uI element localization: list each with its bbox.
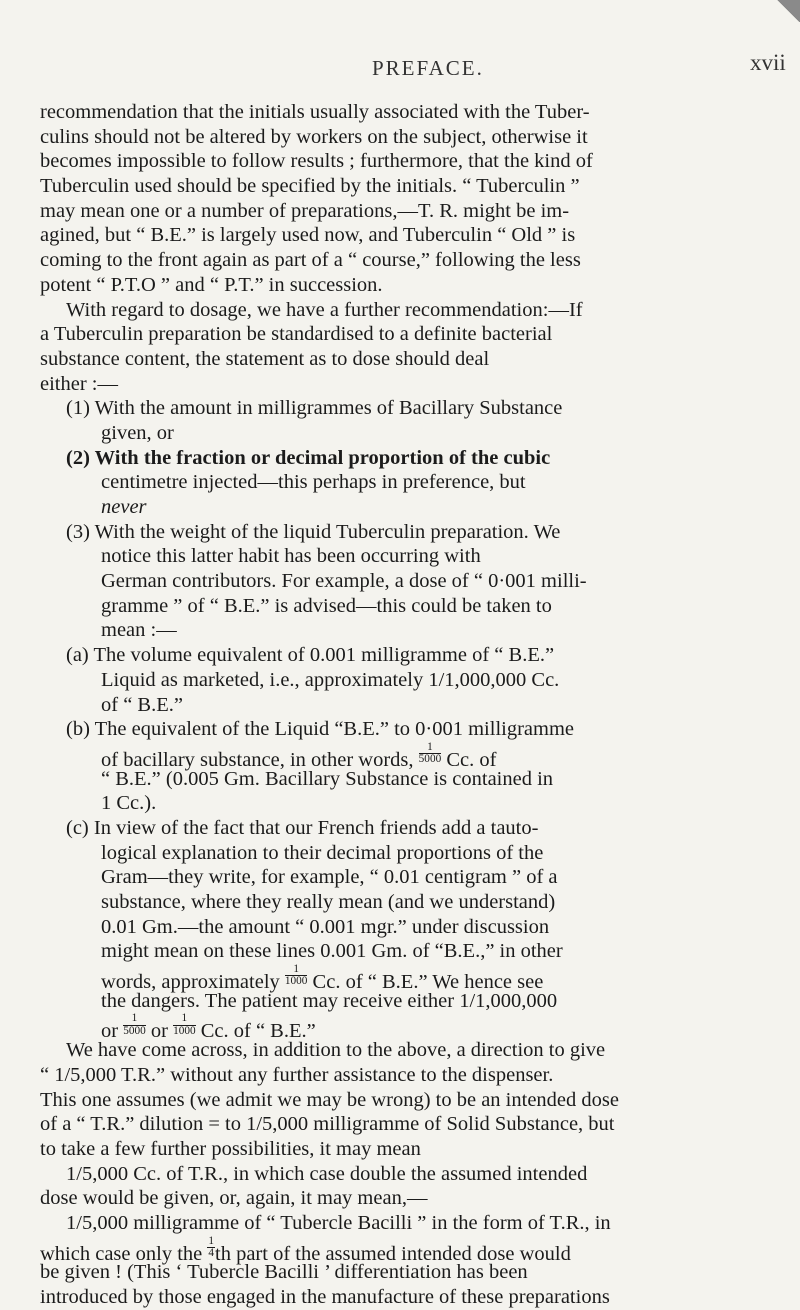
text-line bbox=[0, 1234, 800, 1265]
text-line: of “ B.E.” bbox=[101, 693, 183, 716]
text-line: of a “ T.R.” dilution = to 1/5,000 milligramme of Solid Substance, but bbox=[40, 1113, 615, 1136]
text-line: mean :— bbox=[101, 619, 177, 642]
page-corner-mark bbox=[772, 0, 800, 22]
text-line: given, or bbox=[101, 421, 174, 444]
fraction bbox=[207, 1236, 215, 1260]
text-line: We have come across, in addition to the above, a direction to give bbox=[66, 1039, 606, 1062]
body-text bbox=[0, 100, 800, 1310]
list-item: (a) The volume equivalent of 0.001 milligramme of “ B.E.” bbox=[66, 644, 555, 667]
text-line bbox=[0, 740, 800, 772]
text-line: be given ! (This ‘ Tubercle Bacilli ’ differentiation has been bbox=[40, 1261, 528, 1284]
text-line: dose would be given, or, again, it may mean,— bbox=[40, 1187, 428, 1210]
text-line: substance content, the statement as to dose should deal bbox=[40, 347, 490, 370]
fraction-numerator: 1 bbox=[285, 964, 308, 976]
italic-text: never bbox=[101, 496, 147, 518]
text-line: may mean one or a number of preparations,—T. R. might be im- bbox=[40, 199, 570, 222]
text-run: Cc. of “ B.E.” We hence see bbox=[312, 971, 544, 994]
fraction bbox=[285, 964, 308, 988]
text-line: potent “ P.T.O ” and “ P.T.” in succession. bbox=[40, 273, 383, 296]
page-header bbox=[0, 50, 800, 86]
text-line: 0.01 Gm.—the amount “ 0.001 mgr.” under discussion bbox=[101, 915, 550, 938]
text-line: This one assumes (we admit we may be wrong) to be an intended dose bbox=[40, 1088, 619, 1111]
text-line: Tuberculin used should be specified by the initials. “ Tuberculin ” bbox=[40, 175, 580, 198]
text-run: of bacillary substance, in other words, bbox=[101, 749, 414, 772]
fraction bbox=[123, 1013, 146, 1037]
text-line: “ B.E.” (0.005 Gm. Bacillary Substance is contained in bbox=[101, 767, 554, 790]
text-run: words, approximately bbox=[101, 971, 280, 994]
text-line: Liquid as marketed, i.e., approximately 1/1,000,000 Cc. bbox=[101, 668, 560, 691]
text-line: notice this latter habit has been occurring with bbox=[101, 545, 481, 568]
text-line: Gram—they write, for example, “ 0.01 centigram ” of a bbox=[101, 866, 558, 889]
text-line: the dangers. The patient may receive either 1/1,000,000 bbox=[101, 989, 558, 1012]
text-run: or bbox=[101, 1020, 119, 1043]
text-run: Cc. of bbox=[446, 749, 497, 772]
text-line bbox=[0, 495, 800, 520]
text-line: to take a few further possibilities, it may mean bbox=[40, 1137, 421, 1160]
fraction-numerator: 1 bbox=[419, 742, 442, 754]
list-item: (3) With the weight of the liquid Tuberculin preparation. We bbox=[66, 520, 561, 543]
text-run: Cc. of “ B.E.” bbox=[200, 1020, 316, 1043]
text-line: becomes impossible to follow results ; furthermore, that the kind of bbox=[40, 150, 593, 173]
text-line: German contributors. For example, a dose of “ 0·001 milli- bbox=[101, 570, 587, 593]
text-line: 1 Cc.). bbox=[101, 792, 157, 815]
text-run: or bbox=[150, 1020, 168, 1043]
text-run: which case only the bbox=[40, 1242, 203, 1265]
text-line: introduced by those engaged in the manufacture of these preparations bbox=[40, 1286, 610, 1308]
text-line: logical explanation to their decimal proportions of the bbox=[101, 841, 544, 864]
text-line: agined, but “ B.E.” is largely used now, and Tuberculin “ Old ” is bbox=[40, 224, 576, 247]
text-line: 1/5,000 milligramme of “ Tubercle Bacilli ” in the form of T.R., in bbox=[66, 1211, 611, 1234]
text-line bbox=[0, 963, 800, 994]
fraction-numerator: 1 bbox=[173, 1013, 196, 1025]
text-line: “ 1/5,000 T.R.” without any further assistance to the dispenser. bbox=[40, 1063, 554, 1086]
fraction bbox=[173, 1013, 196, 1037]
fraction-denominator: 5000 bbox=[123, 1024, 146, 1037]
fraction-denominator: 5000 bbox=[418, 753, 442, 766]
text-line bbox=[0, 1012, 800, 1043]
text-line: coming to the front again as part of a “ course,” following the less bbox=[40, 249, 581, 272]
text-line: recommendation that the initials usually associated with the Tuber- bbox=[40, 101, 590, 123]
fraction-denominator: 1000 bbox=[284, 975, 308, 988]
text-line: With regard to dosage, we have a further recommendation:—If bbox=[66, 298, 583, 321]
fraction-numerator: 1 bbox=[123, 1013, 146, 1025]
text-line: gramme ” of “ B.E.” is advised—this could be taken to bbox=[101, 594, 552, 617]
list-item: (c) In view of the fact that our French friends add a tauto- bbox=[66, 816, 539, 839]
text-line: a Tuberculin preparation be standardised to a definite bacterial bbox=[40, 323, 553, 346]
text-line: centimetre injected—this perhaps in preference, but bbox=[101, 471, 526, 494]
text-line: might mean on these lines 0.001 Gm. of “B.E.,” in other bbox=[101, 940, 563, 963]
text-line: 1/5,000 Cc. of T.R., in which case double the assumed intended bbox=[66, 1162, 588, 1185]
text-line: culins should not be altered by workers on the subject, otherwise it bbox=[40, 125, 588, 148]
fraction-denominator: 1000 bbox=[173, 1024, 196, 1037]
fraction bbox=[419, 742, 442, 766]
list-item: (1) With the amount in milligrammes of Bacillary Substance bbox=[66, 397, 563, 420]
running-head: PREFACE. bbox=[372, 56, 484, 80]
text-line: substance, where they really mean (and we understand) bbox=[101, 891, 556, 913]
page-number: xvii bbox=[750, 50, 786, 75]
text-line: either :— bbox=[40, 372, 118, 395]
list-item: (b) The equivalent of the Liquid “B.E.” to 0·001 milligramme bbox=[66, 718, 575, 741]
list-item: (2) With the fraction or decimal proportion of the cubic bbox=[66, 446, 551, 469]
fraction-numerator: 1 bbox=[208, 1234, 215, 1247]
text-run: th part of the assumed intended dose would bbox=[215, 1242, 571, 1265]
fraction-denominator: 4 bbox=[208, 1246, 215, 1259]
